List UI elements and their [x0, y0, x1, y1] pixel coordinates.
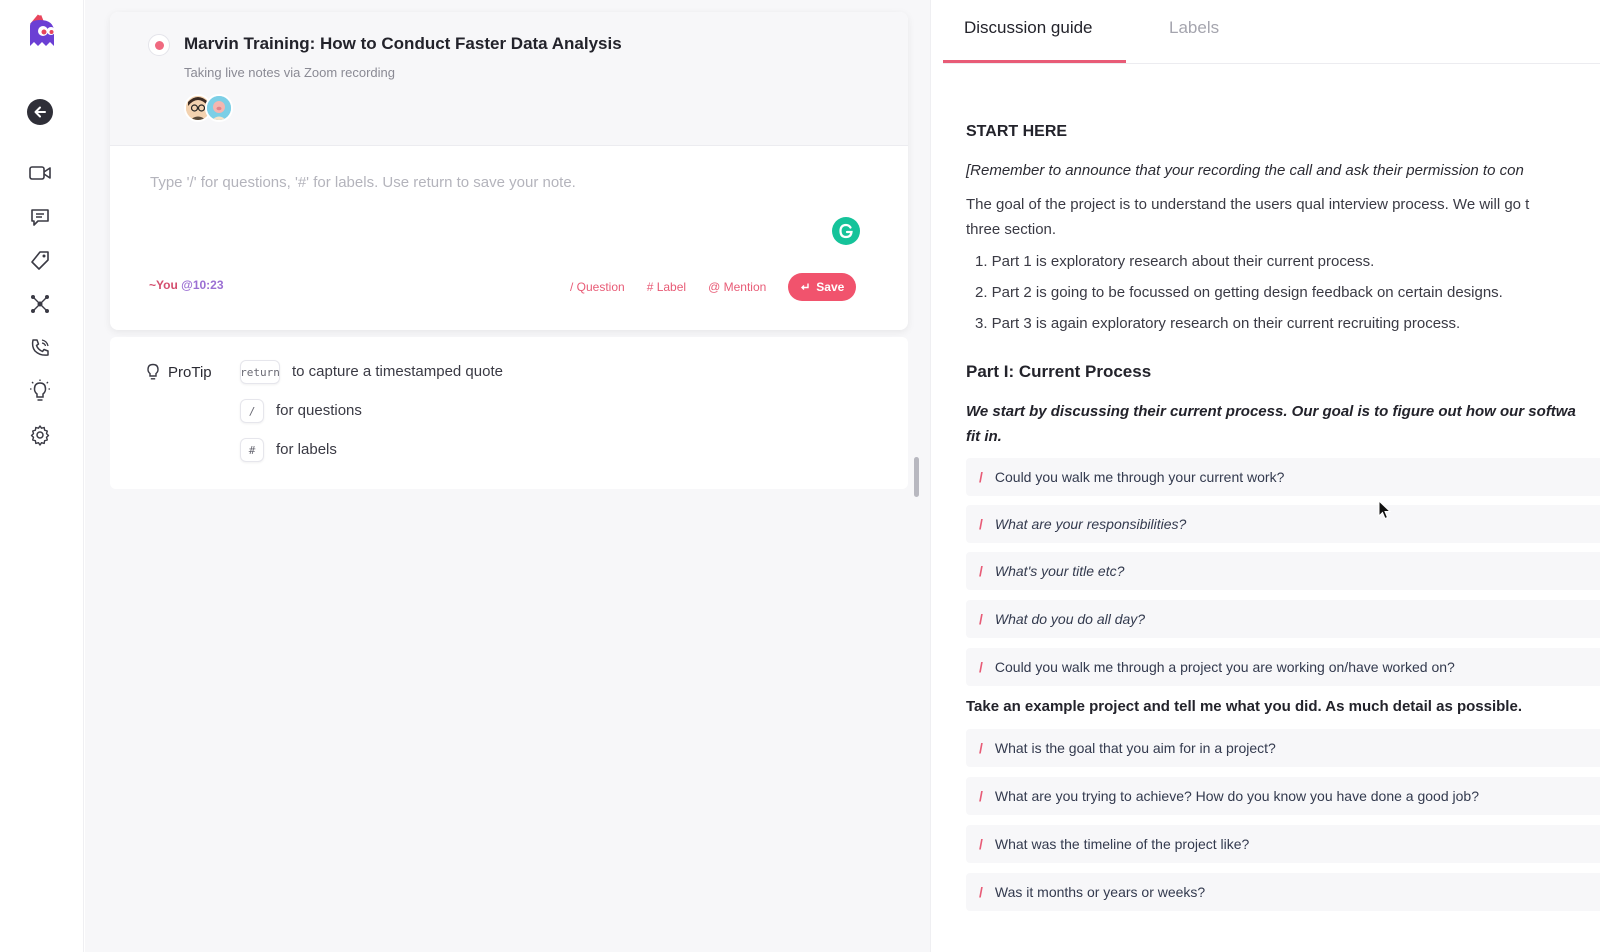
tab-labels[interactable]: Labels	[1169, 18, 1220, 37]
participants	[184, 94, 244, 124]
question-item[interactable]	[966, 825, 1600, 863]
sidebar-item-calls[interactable]	[27, 335, 53, 361]
list-item: 2. Part 2 is going to be focussed on getting design feedback on certain designs.	[975, 284, 1503, 301]
lightbulb-icon	[146, 363, 160, 381]
lightbulb-icon	[29, 379, 51, 403]
label-button[interactable]: # Label	[646, 280, 687, 294]
question-marker: /	[979, 516, 983, 532]
avatar[interactable]	[205, 94, 233, 122]
key-slash: /	[240, 399, 264, 423]
section-lead	[966, 399, 1600, 449]
lead-line: We start by discussing their current process. Our goal is to figure out how our softwa	[966, 403, 1576, 420]
tip-text: to capture a timestamped quote	[292, 363, 503, 380]
start-heading: START HERE	[966, 123, 1068, 140]
gear-icon	[29, 424, 51, 446]
session-title: Marvin Training: How to Conduct Faster Data Analysis	[184, 34, 622, 53]
question-text: Could you walk me through your current work?	[994, 469, 1285, 485]
tip-text: for labels	[276, 441, 337, 458]
question-item[interactable]	[966, 458, 1600, 496]
chat-bubble-icon	[29, 206, 51, 228]
section-title: Part I: Current Process	[966, 362, 1152, 381]
goal-line: three section.	[966, 221, 1057, 238]
list-item: 3. Part 3 is again exploratory research on their current recruiting process.	[975, 315, 1461, 332]
question-item[interactable]	[966, 648, 1600, 686]
question-text: What do you do all day?	[994, 611, 1146, 627]
sidebar-item-settings[interactable]	[27, 422, 53, 448]
tab-discussion-guide[interactable]: Discussion guide	[964, 18, 1093, 37]
question-marker: /	[979, 659, 983, 675]
question-text: What was the timeline of the project like?	[994, 836, 1250, 852]
sidebar-item-labels[interactable]	[27, 248, 53, 274]
question-text: Was it months or years or weeks?	[994, 884, 1206, 900]
protip-heading	[146, 363, 212, 381]
note-timestamp: @10:23	[181, 278, 224, 292]
note-input[interactable]: Type '/' for questions, '#' for labels. Use return to save your note.	[150, 174, 576, 191]
key-hash: #	[240, 438, 264, 462]
question-item[interactable]	[966, 600, 1600, 638]
discussion-panel	[930, 0, 1600, 952]
protip-label: ProTip	[168, 363, 212, 381]
grammarly-icon[interactable]	[832, 217, 860, 245]
question-text: What is the goal that you aim for in a project?	[994, 740, 1276, 756]
panel-resize-handle[interactable]	[914, 457, 919, 497]
protip-card	[110, 337, 908, 489]
note-composer-card	[110, 12, 908, 330]
question-text: What's your title etc?	[994, 563, 1125, 579]
question-text: Could you walk me through a project you are working on/have worked on?	[994, 659, 1455, 675]
question-marker: /	[979, 563, 983, 579]
question-text: What are your responsibilities?	[994, 516, 1187, 532]
question-item[interactable]	[966, 777, 1600, 815]
reminder-text: [Remember to announce that your recording the call and ask their permission to con	[966, 162, 1524, 179]
key-return: return	[240, 360, 280, 384]
question-marker: /	[979, 611, 983, 627]
note-actions	[570, 272, 856, 302]
panel-tabs	[943, 0, 1600, 64]
return-icon	[800, 282, 810, 292]
sidebar	[0, 0, 84, 952]
question-marker: /	[979, 469, 983, 485]
question-marker: /	[979, 836, 983, 852]
example-prompt: Take an example project and tell me what you did. As much detail as possible.	[966, 698, 1522, 715]
tip-text: for questions	[276, 402, 362, 419]
question-marker: /	[979, 740, 983, 756]
lead-line: fit in.	[966, 428, 1002, 445]
sidebar-item-recordings[interactable]	[27, 160, 53, 186]
session-subtitle: Taking live notes via Zoom recording	[184, 65, 395, 80]
video-camera-icon	[28, 163, 52, 183]
question-item[interactable]	[966, 552, 1600, 590]
graph-nodes-icon	[29, 293, 51, 315]
question-button[interactable]: / Question	[570, 280, 625, 294]
mouse-cursor-icon	[1378, 500, 1392, 520]
question-item[interactable]	[966, 729, 1600, 767]
question-marker: /	[979, 788, 983, 804]
tag-icon	[29, 250, 51, 272]
save-label: Save	[816, 280, 845, 294]
notes-column	[85, 0, 949, 952]
question-item[interactable]	[966, 873, 1600, 911]
back-button[interactable]	[27, 99, 53, 125]
save-button[interactable]	[788, 273, 856, 301]
goal-text	[966, 192, 1600, 242]
question-item[interactable]	[966, 505, 1600, 543]
sidebar-item-analysis[interactable]	[27, 291, 53, 317]
note-author	[149, 278, 224, 292]
app-logo[interactable]	[22, 10, 62, 50]
list-item: 1. Part 1 is exploratory research about their current process.	[975, 253, 1375, 270]
sidebar-item-insights[interactable]	[27, 378, 53, 404]
active-tab-indicator	[943, 60, 1126, 63]
goal-line: The goal of the project is to understand the users qual interview process. We will go t	[966, 196, 1530, 213]
note-header	[110, 12, 908, 146]
sidebar-item-notes[interactable]	[27, 204, 53, 230]
phone-icon	[29, 337, 51, 359]
recording-indicator	[148, 34, 170, 56]
mention-button[interactable]: @ Mention	[708, 280, 767, 294]
author-name: ~You	[149, 278, 178, 292]
arrow-left-icon	[33, 105, 47, 119]
question-text: What are you trying to achieve? How do you know you have done a good job?	[994, 788, 1479, 804]
question-marker: /	[979, 884, 983, 900]
